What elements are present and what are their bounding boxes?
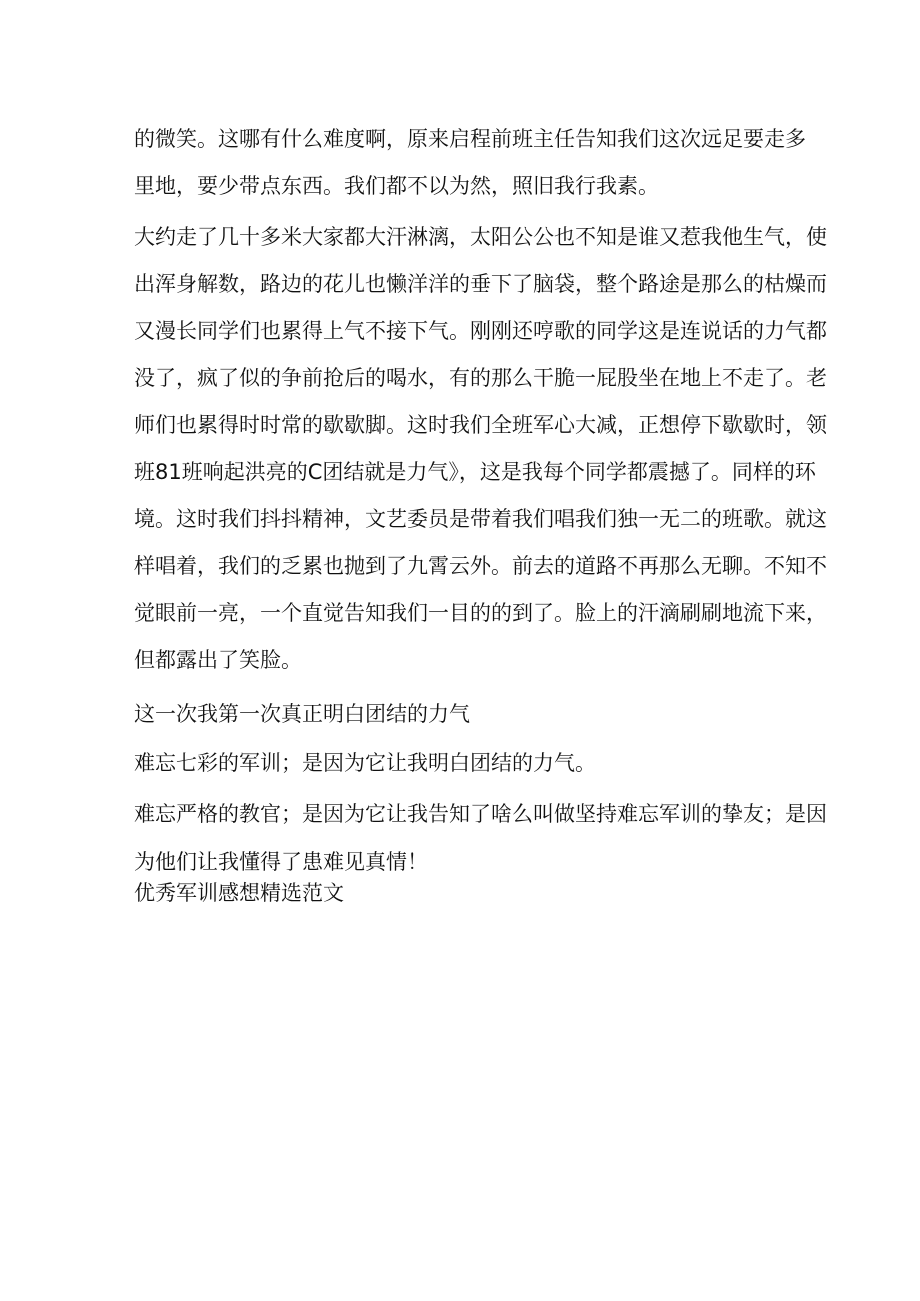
text-line: 又漫长同学们也累得上气不接下气。刚刚还哼歌的同学这是连说话的力气都: [134, 319, 827, 343]
text-line: 为他们让我懂得了患难见真情！: [134, 850, 428, 874]
text-line: 但都露出了笑脸。: [134, 648, 302, 672]
text-line: 的微笑。这哪有什么难度啊，原来启程前班主任告知我们这次远足要走多: [134, 127, 806, 151]
text-line: 样唱着，我们的乏累也抛到了九霄云外。前去的道路不再那么无聊。不知不: [134, 554, 827, 578]
text-line: 师们也累得时时常的歇歇脚。这时我们全班军心大减，正想停下歇歇时，领: [134, 413, 827, 437]
text-line: 难忘严格的教官；是因为它让我告知了啥么叫做坚持难忘军训的挚友；是因: [134, 802, 827, 826]
text-line: 没了，疯了似的争前抢后的喝水，有的那么干脆一屁股坐在地上不走了。老: [134, 366, 827, 390]
text-line: 大约走了几十多米大家都大汗淋漓，太阳公公也不知是谁又惹我他生气，使: [134, 225, 827, 249]
next-article-title: 优秀军训感想精选范文: [134, 881, 344, 905]
text-line: 这一次我第一次真正明白团结的力气: [134, 702, 470, 726]
text-line: 里地，要少带点东西。我们都不以为然，照旧我行我素。: [134, 174, 659, 198]
text-line: 班81班响起洪亮的C团结就是力气》，这是我每个同学都震撼了。同样的环: [134, 460, 816, 484]
text-line: 出浑身解数，路边的花儿也懒洋洋的垂下了脑袋，整个路途是那么的枯燥而: [134, 272, 827, 296]
text-line: 难忘七彩的军训；是因为它让我明白团结的力气。: [134, 751, 596, 775]
text-line: 境。这时我们抖抖精神，文艺委员是带着我们唱我们独一无二的班歌。就这: [134, 507, 827, 531]
text-line: 觉眼前一亮，一个直觉告知我们一目的的到了。脸上的汗滴刷刷地流下来，: [134, 601, 827, 625]
